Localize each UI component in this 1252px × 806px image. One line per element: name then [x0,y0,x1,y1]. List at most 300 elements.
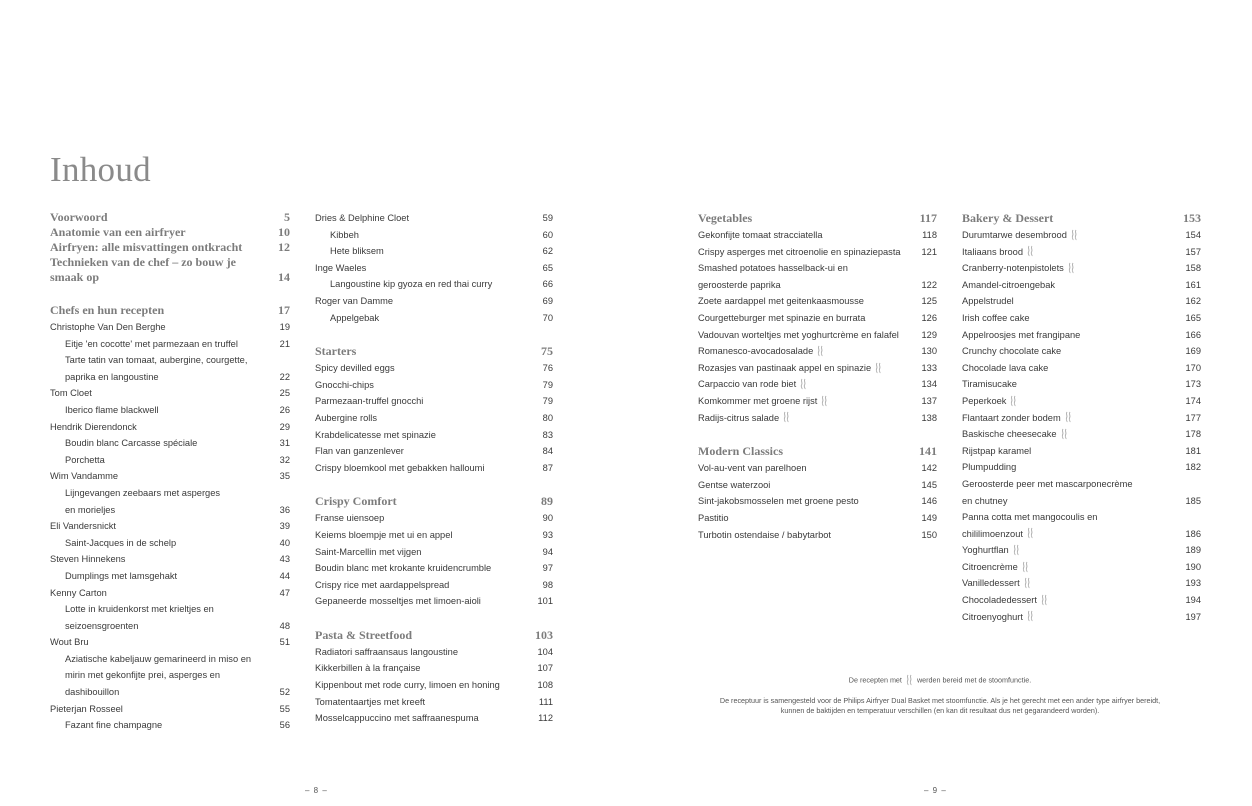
entry-label: Citroenyoghurt [962,611,1023,622]
toc-recipe-entry[interactable] [315,427,553,444]
entry-label: Saint-Jacques in de schelp [65,537,177,548]
toc-recipe-entry[interactable] [315,577,553,594]
toc-recipe-entry[interactable] [698,227,937,244]
toc-recipe-entry[interactable] [698,527,937,544]
entry-page-number: 17 [278,303,290,317]
toc-chef-entry[interactable] [315,260,553,277]
entry-page-number: 97 [542,563,553,574]
entry-label: Tarte tatin van tomaat, aubergine, courgette, [65,355,248,366]
toc-recipe-entry[interactable] [962,277,1201,294]
toc-recipe-entry[interactable] [962,542,1201,559]
steam-icon [800,378,807,391]
entry-label: Gekonfijte tomaat stracciatella [698,230,823,240]
toc-chef-entry[interactable] [50,419,290,436]
entry-label: Romanesco-avocadosalade [698,346,814,357]
toc-recipe-entry[interactable] [698,410,937,427]
entry-label: Krabdelicatesse met spinazie [315,429,436,440]
entry-page-number: 43 [279,554,290,565]
entry-label: Durumtarwe desembrood [962,230,1067,240]
toc-recipe-entry[interactable] [962,509,1201,526]
entry-label: geroosterde paprika [698,279,781,290]
toc-recipe-entry[interactable] [50,717,290,734]
entry-label: Iberico flame blackwell [65,404,159,415]
entry-page-number: 182 [1185,462,1201,473]
entry-label: Vanilledessert [962,578,1020,589]
entry-page-number: 112 [538,713,553,724]
toc-recipe-entry[interactable] [315,694,553,711]
toc-recipe-entry[interactable] [698,244,937,261]
entry-label: Lijngevangen zeebaars met asperges [65,487,221,498]
entry-label: Tom Cloet [50,388,92,399]
toc-recipe-entry[interactable] [50,452,290,469]
toc-section-heading[interactable] [50,302,290,319]
toc-recipe-entry[interactable] [315,276,553,293]
steam-icon [1024,577,1031,590]
entry-label: Dries & Delphine Cloet [315,213,410,223]
toc-recipe-entry[interactable] [698,477,937,494]
toc-recipe-entry[interactable] [315,593,553,610]
entry-page-number: 39 [279,521,290,532]
toc-recipe-entry[interactable] [50,651,290,668]
toc-recipe-entry[interactable] [315,710,553,727]
entry-page-number: 31 [279,438,290,449]
entry-page-number: 14 [278,270,290,284]
entry-label: Eitje 'en cocotte' met parmezaan en truffel [65,338,238,349]
steam-icon [821,395,828,408]
toc-recipe-entry[interactable] [50,618,290,635]
toc-recipe-entry[interactable] [698,343,937,360]
entry-label: Appelgebak [330,312,380,323]
toc-recipe-entry[interactable] [698,493,937,510]
entry-label: Kenny Carton [50,587,107,598]
toc-recipe-entry[interactable] [315,227,553,244]
entry-label: Mosselcappuccino met saffraanespuma [315,713,479,724]
entry-page-number: 157 [1185,246,1201,257]
entry-page-number: 162 [1185,296,1201,307]
steam-footnote [700,674,1180,687]
entry-page-number: 70 [542,312,553,323]
steam-icon [1068,262,1075,275]
toc-chef-entry[interactable] [50,518,290,535]
entry-label: Fazant fine champagne [65,720,163,731]
toc-recipe-entry[interactable] [962,592,1201,609]
entry-page-number: 133 [921,362,937,373]
footnote-text-before: De recepten met [848,675,902,685]
entry-page-number: 193 [1185,578,1201,589]
toc-recipe-entry[interactable] [50,402,290,419]
entry-page-number: 76 [542,363,553,374]
entry-page-number: 104 [537,646,553,657]
entry-label: Bakery & Dessert [962,211,1054,225]
entry-page-number: 166 [1185,329,1201,340]
entry-label: Modern Classics [698,444,783,459]
toc-recipe-entry[interactable] [962,443,1201,460]
entry-label: Citroencrème [962,561,1018,572]
entry-label: Gentse waterzooi [698,479,771,490]
entry-page-number: 186 [1185,528,1201,539]
entry-label: Pastitio [698,512,729,523]
steam-icon [1013,544,1020,557]
toc-recipe-entry[interactable] [50,435,290,452]
entry-label: Radijs-citrus salade [698,412,780,423]
entry-page-number: 165 [1185,312,1201,323]
toc-recipe-entry[interactable] [962,526,1201,543]
entry-page-number: 174 [1185,395,1201,406]
entry-page-number: 19 [279,322,290,332]
entry-label: Porchetta [65,454,105,465]
toc-recipe-entry[interactable] [962,327,1201,344]
entry-page-number: 80 [542,412,553,423]
entry-page-number: 69 [542,295,553,306]
entry-label: Boudin blanc met krokante kruidencrumble [315,563,492,574]
toc-recipe-entry[interactable] [962,393,1201,410]
entry-label: Tomatentaartjes met kreeft [315,696,426,707]
toc-column-1 [50,210,290,734]
entry-label: Yoghurtflan [962,545,1009,556]
toc-recipe-entry[interactable] [50,535,290,552]
entry-page-number: 5 [284,210,290,224]
entry-label: paprika en langoustine [65,371,159,382]
toc-recipe-entry[interactable] [315,544,553,561]
entry-page-number: 146 [921,496,937,507]
entry-page-number: 65 [542,262,553,273]
entry-page-number: 21 [279,338,290,349]
entry-page-number: 79 [542,379,553,390]
toc-chef-entry[interactable] [50,551,290,568]
steam-icon [1022,561,1029,574]
entry-label: Italiaans brood [962,246,1023,257]
entry-page-number: 111 [538,696,553,707]
entry-page-number: 56 [279,720,290,731]
toc-recipe-entry[interactable] [962,559,1201,576]
entry-page-number: 122 [921,279,937,290]
toc-recipe-entry[interactable] [315,410,553,427]
entry-label: Boudin blanc Carcasse spéciale [65,438,198,449]
entry-label: Komkommer met groene rijst [698,395,818,406]
toc-recipe-entry[interactable] [962,575,1201,592]
entry-label: Spicy devilled eggs [315,363,395,374]
entry-page-number: 35 [279,471,290,482]
toc-recipe-entry[interactable] [315,560,553,577]
entry-page-number: 181 [1185,445,1201,456]
entry-page-number: 66 [542,279,553,290]
toc-recipe-entry[interactable] [698,360,937,377]
toc-recipe-entry[interactable] [962,293,1201,310]
entry-label: Christophe Van Den Berghe [50,322,166,332]
right-page-number: – 9 – [924,786,947,795]
toc-recipe-entry[interactable] [315,510,553,527]
entry-page-number: 40 [279,537,290,548]
toc-recipe-entry[interactable] [50,568,290,585]
toc-section-heading[interactable] [315,343,553,360]
toc-recipe-entry[interactable] [315,527,553,544]
entry-label: Pasta & Streetfood [315,627,413,642]
entry-label: Lotte in kruidenkorst met krieltjes en [65,604,214,615]
toc-recipe-entry[interactable] [698,460,937,477]
entry-label: Starters [315,344,357,359]
entry-label: chililimoenzout [962,528,1023,539]
toc-recipe-entry[interactable] [315,677,553,694]
toc-recipe-entry[interactable] [962,244,1201,261]
entry-page-number: 87 [542,462,553,473]
entry-label: Appelroosjes met frangipane [962,329,1081,340]
toc-recipe-entry[interactable] [315,243,553,260]
toc-recipe-entry[interactable] [315,310,553,327]
entry-page-number: 158 [1185,263,1201,274]
steam-icon [1071,229,1078,242]
entry-page-number: 125 [921,296,937,307]
entry-label: Chefs en hun recepten [50,303,165,317]
entry-page-number: 121 [921,246,937,257]
entry-label: Crispy asperges met citroenolie en spinaziepasta [698,246,901,257]
toc-recipe-entry[interactable] [962,343,1201,360]
entry-page-number: 29 [279,421,290,432]
toc-section-heading[interactable] [698,210,937,227]
entry-page-number: 170 [1185,362,1201,373]
entry-page-number: 83 [542,429,553,440]
entry-label: Vol-au-vent van parelhoen [698,463,807,474]
toc-recipe-entry[interactable] [698,327,937,344]
toc-chef-entry[interactable] [315,293,553,310]
entry-page-number: 89 [541,494,553,509]
toc-front-matter-entry[interactable] [50,240,290,255]
entry-label: Chocoladedessert [962,595,1037,606]
toc-recipe-entry[interactable] [698,510,937,527]
entry-page-number: 145 [921,479,937,490]
entry-label: Wim Vandamme [50,471,119,482]
entry-label: Courgetteburger met spinazie en burrata [698,312,866,323]
entry-page-number: 22 [279,371,290,382]
entry-page-number: 103 [535,627,553,642]
toc-recipe-entry[interactable] [315,393,553,410]
entry-label: Amandel-citroengebak [962,279,1056,290]
toc-front-matter-entry[interactable] [50,225,290,240]
toc-chef-entry[interactable] [315,210,553,227]
entry-page-number: 10 [278,225,290,239]
entry-page-number: 173 [1185,379,1201,390]
entry-page-number: 189 [1185,545,1201,556]
entry-label: Geroosterde peer met mascarponecrème [962,478,1133,489]
entry-label: Appelstrudel [962,296,1014,307]
toc-recipe-entry[interactable] [698,293,937,310]
entry-page-number: 60 [542,229,553,240]
steam-icon [783,411,790,424]
steam-icon [1061,428,1068,441]
toc-recipe-entry[interactable] [962,360,1201,377]
toc-recipe-entry[interactable] [962,310,1201,327]
toc-recipe-entry[interactable] [698,260,937,277]
toc-recipe-entry[interactable] [698,310,937,327]
toc-recipe-entry[interactable] [698,277,937,294]
entry-label: Flan van ganzenlever [315,446,404,457]
entry-label: Aubergine rolls [315,412,378,423]
entry-page-number: 51 [279,637,290,648]
entry-page-number: 197 [1185,611,1201,622]
toc-chef-entry[interactable] [50,319,290,336]
entry-label: Chocolade lava cake [962,362,1049,373]
entry-label: Saint-Marcellin met vijgen [315,546,422,557]
toc-recipe-entry[interactable] [698,393,937,410]
entry-page-number: 118 [922,230,937,240]
toc-chef-entry[interactable] [50,385,290,402]
entry-page-number: 177 [1185,412,1201,423]
entry-label: seizoensgroenten [65,620,139,631]
steam-icon [1041,594,1048,607]
entry-page-number: 59 [542,213,553,223]
steam-icon [1027,245,1034,258]
entry-label: en morieljes [65,504,116,515]
steam-icon [1010,395,1017,408]
toc-recipe-entry[interactable] [962,493,1201,510]
entry-page-number: 130 [921,346,937,357]
entry-label: Pieterjan Rosseel [50,703,123,714]
toc-recipe-entry[interactable] [315,660,553,677]
toc-column-3 [698,210,937,543]
entry-label: smaak op [50,270,100,284]
entry-page-number: 149 [921,512,937,523]
entry-label: Crispy rice met aardappelspread [315,579,450,590]
entry-page-number: 117 [919,211,937,225]
entry-page-number: 137 [921,395,937,406]
entry-label: Hendrik Dierendonck [50,421,137,432]
entry-label: Voorwoord [50,210,108,224]
toc-recipe-entry[interactable] [50,485,290,502]
entry-label: Roger van Damme [315,295,394,306]
entry-label: Plumpudding [962,462,1017,473]
steam-icon [1065,411,1072,424]
toc-recipe-entry[interactable] [315,377,553,394]
entry-label: Irish coffee cake [962,312,1030,323]
toc-chef-entry[interactable] [50,701,290,718]
entry-label: Peperkoek [962,395,1007,406]
entry-label: Wout Bru [50,637,89,648]
toc-recipe-entry[interactable] [962,410,1201,427]
toc-recipe-entry[interactable] [50,667,290,684]
entry-page-number: 55 [279,703,290,714]
entry-page-number: 32 [279,454,290,465]
toc-recipe-entry[interactable] [315,360,553,377]
toc-recipe-entry[interactable] [315,460,553,477]
entry-label: Airfryen: alle misvattingen ontkracht [50,240,243,254]
entry-label: Parmezaan-truffel gnocchi [315,396,424,407]
toc-recipe-entry[interactable] [50,336,290,353]
toc-recipe-entry[interactable] [962,376,1201,393]
entry-page-number: 94 [542,546,553,557]
entry-page-number: 25 [279,388,290,399]
entry-label: en chutney [962,495,1008,506]
toc-recipe-entry[interactable] [50,502,290,519]
toc-recipe-entry[interactable] [962,459,1201,476]
toc-chef-entry[interactable] [50,634,290,651]
entry-label: Panna cotta met mangocoulis en [962,512,1098,523]
toc-front-matter-entry[interactable] [50,270,290,285]
entry-page-number: 185 [1185,495,1201,506]
entry-page-number: 150 [921,529,937,540]
toc-chef-entry[interactable] [50,585,290,602]
entry-page-number: 108 [537,680,553,691]
toc-section-heading[interactable] [315,627,553,644]
entry-page-number: 90 [542,513,553,524]
steam-icon [875,362,882,375]
toc-section-heading[interactable] [698,443,937,460]
toc-front-matter-entry[interactable] [50,255,290,270]
toc-recipe-entry[interactable] [962,476,1201,493]
toc-recipe-entry[interactable] [50,684,290,701]
toc-recipe-entry[interactable] [962,609,1201,626]
entry-page-number: 75 [541,344,553,359]
entry-label: Anatomie van een airfryer [50,225,186,239]
toc-column-2 [315,210,553,727]
entry-label: Kibbeh [330,229,359,240]
entry-label: Baskische cheesecake [962,429,1057,440]
toc-recipe-entry[interactable] [698,376,937,393]
entry-label: mirin met gekonfijte prei, asperges en [65,670,221,681]
entry-page-number: 107 [537,663,553,674]
entry-page-number: 62 [542,246,553,257]
toc-section-heading[interactable] [315,493,553,510]
entry-label: Kikkerbillen à la française [315,663,421,674]
toc-recipe-entry[interactable] [962,260,1201,277]
left-page-number: – 8 – [305,786,328,795]
toc-front-matter-entry[interactable] [50,210,290,225]
entry-label: Flantaart zonder bodem [962,412,1061,423]
toc-recipe-entry[interactable] [50,369,290,386]
toc-section-heading[interactable] [962,210,1201,227]
entry-label: Aziatische kabeljauw gemarineerd in miso en [65,653,252,664]
entry-label: Keiems bloempje met ui en appel [315,529,453,540]
steam-icon [817,345,824,358]
entry-page-number: 141 [919,444,937,459]
recipe-note-line-2: kunnen de baktijden en temperatuur verschillen (en kan dit resultaat dus net gegarandeerd worden). [780,706,1100,715]
entry-label: Gepaneerde mosseltjes met limoen-aioli [315,596,481,607]
entry-page-number: 36 [279,504,290,515]
entry-label: Zoete aardappel met geitenkaasmousse [698,296,864,307]
entry-page-number: 12 [278,240,290,254]
entry-page-number: 153 [1183,211,1201,225]
steam-icon [1027,527,1034,540]
entry-label: Eli Vandersnickt [50,521,116,532]
entry-label: Rijstpap karamel [962,445,1032,456]
entry-label: Sint-jakobsmosselen met groene pesto [698,496,859,507]
entry-page-number: 154 [1185,230,1201,240]
toc-recipe-entry[interactable] [962,227,1201,244]
toc-chef-entry[interactable] [50,468,290,485]
entry-page-number: 169 [1185,346,1201,357]
entry-label: Crispy Comfort [315,494,397,509]
entry-label: Kippenbout met rode curry, limoen en honing [315,680,500,691]
toc-recipe-entry[interactable] [315,644,553,661]
toc-recipe-entry[interactable] [962,426,1201,443]
entry-page-number: 134 [921,379,937,390]
entry-label: Cranberry-notenpistolets [962,263,1064,274]
entry-label: Hete bliksem [330,246,384,257]
entry-label: Technieken van de chef – zo bouw je [50,255,236,269]
entry-page-number: 84 [542,446,553,457]
toc-recipe-entry[interactable] [50,601,290,618]
toc-recipe-entry[interactable] [315,443,553,460]
entry-label: Franse uiensoep [315,513,385,524]
entry-label: Dumplings met lamsgehakt [65,570,178,581]
entry-label: Smashed potatoes hasselback-ui en [698,263,848,274]
entry-page-number: 129 [921,329,937,340]
toc-column-4 [962,210,1201,625]
entry-page-number: 98 [542,579,553,590]
toc-recipe-entry[interactable] [50,352,290,369]
entry-label: Inge Waeles [315,262,367,273]
entry-label: Radiatori saffraansaus langoustine [315,646,458,657]
page-title: Inhoud [50,150,151,189]
entry-page-number: 161 [1185,279,1201,290]
